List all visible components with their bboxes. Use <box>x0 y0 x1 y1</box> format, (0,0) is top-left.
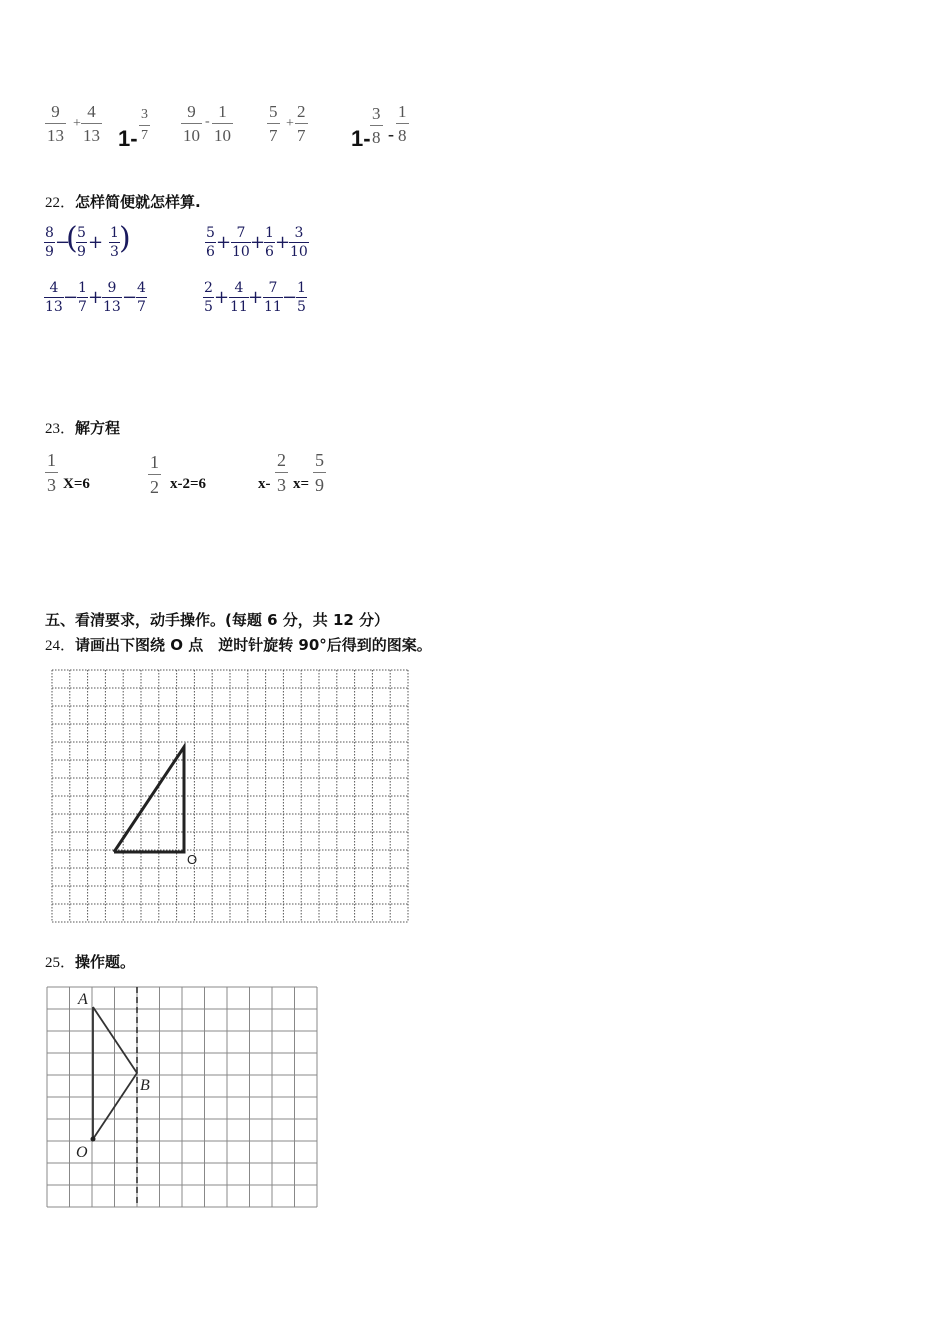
triangle-shape <box>114 747 184 852</box>
fraction-4-13: $\frac{4}{13}$ <box>83 102 100 145</box>
fraction-5-7: $\frac{5}{7}$ <box>269 102 278 145</box>
plus-sign: + <box>214 287 230 308</box>
equation-text: x-2=6 <box>170 476 207 492</box>
label-a: A <box>78 991 88 1008</box>
label-o: O <box>76 1144 88 1161</box>
section-5-title: 五、看清要求，动手操作。(每题 6 分，共 12 分） <box>45 611 390 629</box>
equation-prefix: x- <box>258 476 271 492</box>
plus-sign: + <box>88 287 104 308</box>
plus-sign: + <box>250 232 266 253</box>
fraction-2-3: 2 3 <box>277 450 286 495</box>
one-minus: 1- <box>351 126 371 151</box>
equation-middle: x= <box>293 476 310 492</box>
plus-sign: + <box>216 232 232 253</box>
minus-sign: − <box>122 287 138 308</box>
fraction: 5 9 <box>77 225 86 260</box>
fraction-1-10: $\frac{1}{10}$ <box>214 102 231 145</box>
fraction: 8 9 <box>45 225 54 260</box>
fraction-9-10: $\frac{9}{10}$ <box>183 102 200 145</box>
fraction-1-8: $\frac{1}{8}$ <box>398 102 407 145</box>
question-24-title: 24．请画出下图绕 O 点 逆时针旋转 90°后得到的图案。 <box>45 636 432 654</box>
fraction-3-7: $\frac{3}{7}$ <box>141 107 148 143</box>
minus-sign: − <box>282 287 298 308</box>
fraction: 4 11 <box>230 280 248 315</box>
question-25-title: 25．操作题。 <box>45 953 136 971</box>
fraction: 7 11 <box>264 280 282 315</box>
plus-sign: + <box>88 232 104 253</box>
fraction: 5 6 <box>206 225 215 260</box>
minus-sign: - <box>205 114 210 129</box>
fraction: 4 13 <box>45 280 63 315</box>
plus-sign: + <box>275 232 291 253</box>
question-23-title: 23．解方程 <box>45 419 121 437</box>
fraction: 1 6 <box>265 225 274 260</box>
rotation-grid <box>50 668 416 928</box>
fraction: 1 5 <box>297 280 306 315</box>
fraction-2-7: $\frac{2}{7}$ <box>297 102 306 145</box>
fraction: 2 5 <box>204 280 213 315</box>
minus-sign: - <box>388 124 394 144</box>
right-paren: ) <box>119 221 131 256</box>
left-paren: ( <box>66 221 78 256</box>
equation-text: X=6 <box>63 476 90 492</box>
fraction: 3 10 <box>290 225 308 260</box>
fraction-5-9: 5 9 <box>315 450 324 495</box>
plus-sign: + <box>286 116 294 131</box>
plus-sign: + <box>73 116 81 131</box>
fraction-3-8: $\frac{3}{8}$ <box>372 104 381 147</box>
point-o-label: O <box>187 852 198 867</box>
plus-sign: + <box>248 287 264 308</box>
fraction: 1 3 <box>110 225 119 260</box>
minus-sign: − <box>55 232 71 253</box>
fraction-1-2: 1 2 <box>150 452 159 497</box>
operation-grid <box>45 985 320 1210</box>
fraction: 1 7 <box>78 280 87 315</box>
fraction: 9 13 <box>103 280 121 315</box>
fraction: 7 10 <box>232 225 250 260</box>
minus-sign: − <box>63 287 79 308</box>
fraction: 4 7 <box>137 280 146 315</box>
fraction-9-13: $\frac{9}{13}$ <box>47 102 64 145</box>
question-22-title: 22．怎样简便就怎样算. <box>45 193 201 211</box>
point-o-dot <box>91 1137 96 1142</box>
fraction-1-3: 1 3 <box>47 450 56 495</box>
label-b: B <box>140 1077 150 1094</box>
one-minus: 1- <box>118 126 138 151</box>
